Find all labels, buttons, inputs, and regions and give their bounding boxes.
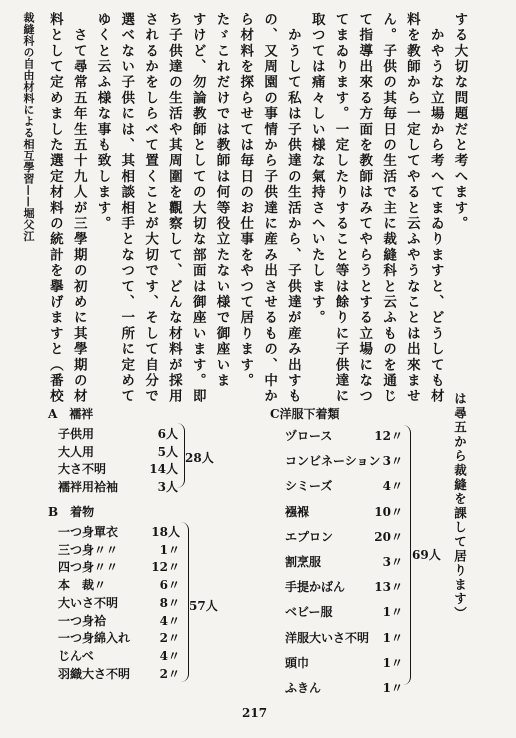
item-name: 大人用 — [58, 444, 95, 459]
text-column: 料として定めました選定材料の統計を擧げますと（番校 — [46, 12, 63, 405]
item-name: エプロン — [285, 529, 334, 544]
section-a-title: A 襦袢 — [48, 407, 94, 421]
text-column: たゞこれだけでは教師は何等役立たない様で御座いま — [213, 12, 230, 389]
item-count: 4〃 — [382, 479, 403, 494]
item-name: 大さ不明 — [58, 462, 107, 476]
text-column: 選べない子供には、其相談相手となつて、一所に定めて — [118, 12, 135, 405]
item-name: 一つ身袷 — [58, 613, 107, 628]
text-column: ん。子供の其毎日の生活で主に裁縫科と云ふものを通じ — [380, 12, 397, 405]
text-column: ち子供達の生活や其周圍を觀察して、どんな材料が採用 — [165, 12, 182, 405]
item-count: 20〃 — [374, 529, 403, 544]
item-count: 10〃 — [374, 504, 403, 519]
item-name: 襁褓 — [285, 504, 310, 519]
item-name: 一つ身綿入れ — [58, 631, 131, 646]
item-name: 大いさ不明 — [58, 595, 119, 610]
text-column: さて尋常五年生五十九人が三學期の初めに其學期の材 — [70, 12, 87, 405]
item-name: じんべ — [58, 648, 94, 663]
item-name: 子供用 — [58, 427, 95, 441]
item-name: 四つ身〃〃 — [58, 560, 119, 575]
item-count: 1〃 — [382, 655, 403, 670]
item-count: 12〃 — [151, 560, 180, 575]
item-count: 8〃 — [159, 595, 180, 610]
section-c-title: C洋服下着類 — [270, 407, 340, 421]
item-name: コンビネーション — [285, 454, 381, 469]
item-name: 手提かばん — [285, 580, 346, 595]
text-column: ゆくと云ふ様な事も致します。 — [94, 12, 111, 232]
item-name: 割烹服 — [285, 555, 322, 569]
item-name: 羽織大さ不明 — [58, 666, 131, 681]
item-name: 一つ身單衣 — [58, 525, 119, 539]
text-column: 料を教師から一定してやると云ふやうなことは出來ませ — [403, 12, 420, 405]
item-name: 本 裁〃 — [58, 578, 107, 593]
text-column: すけど、勿論教師としての大切な部面は御座います。即 — [189, 12, 206, 405]
item-count: 14人 — [149, 462, 178, 476]
item-count: 4〃 — [159, 613, 180, 628]
text-column: されるかをしらべて置くことが大切です、そして自分で — [142, 12, 159, 405]
text-column: 取つては痛々しい様な氣持さへいたします。 — [308, 12, 325, 326]
note-column: は尋五から裁縫を課して居ります） — [452, 392, 468, 621]
item-name: 洋服大いさ不明 — [285, 630, 370, 645]
item-count: 2〃 — [159, 666, 180, 681]
section-b-bracket — [180, 522, 189, 682]
item-count: 1〃 — [159, 542, 180, 557]
item-count: 3〃 — [382, 555, 403, 569]
item-count: 3人 — [157, 479, 178, 494]
item-count: 1〃 — [382, 681, 403, 695]
section-a-bracket — [176, 423, 185, 488]
item-count: 13〃 — [374, 580, 403, 595]
text-column: かやうな立場から考へてまゐりますと、どうしても材 — [427, 12, 444, 405]
item-name: 三つ身〃〃 — [58, 542, 119, 557]
text-column: かうして私は子供達の生活から、子供達が産み出すも — [284, 12, 301, 405]
item-count: 12〃 — [374, 429, 403, 443]
item-name: 頭巾 — [285, 655, 310, 670]
section-c-bracket — [402, 425, 411, 685]
text-column: て指導出來る方面を教師はみてやらうとする立場になつ — [356, 12, 373, 405]
item-count: 3〃 — [382, 454, 403, 469]
item-count: 2〃 — [159, 631, 180, 646]
section-a-total: 28人 — [185, 451, 214, 465]
item-name: シミーズ — [285, 479, 333, 494]
item-count: 6人 — [157, 427, 178, 441]
item-count: 1〃 — [382, 605, 403, 620]
text-column: ら材料を探らせては毎日のお仕事をやつて居ります。 — [237, 12, 254, 389]
item-name: 襦袢用袷袖 — [58, 479, 119, 494]
item-name: ふきん — [285, 681, 322, 695]
item-count: 18人 — [151, 525, 180, 539]
text-column: てまゐります。一定したりすること等は餘りに子供達に — [332, 12, 349, 405]
item-count: 1〃 — [382, 630, 403, 645]
page-number: 217 — [242, 706, 268, 720]
section-b-total: 57人 — [189, 599, 218, 613]
item-count: 4〃 — [159, 648, 180, 663]
text-column: の、又周園の事情から子供達に産み出させるもの、中か — [261, 12, 278, 405]
section-b-title: B 着物 — [48, 505, 95, 519]
running-header: 裁縫科の自由材料による相互學習——堀父江 — [22, 12, 35, 242]
section-c-total: 69人 — [412, 548, 441, 562]
text-column: する大切な問題だと考へます。 — [451, 12, 468, 232]
item-name: ベビー服 — [285, 605, 333, 620]
item-name: ヅロース — [285, 429, 333, 443]
item-count: 6〃 — [159, 578, 180, 593]
item-count: 5人 — [157, 444, 178, 459]
